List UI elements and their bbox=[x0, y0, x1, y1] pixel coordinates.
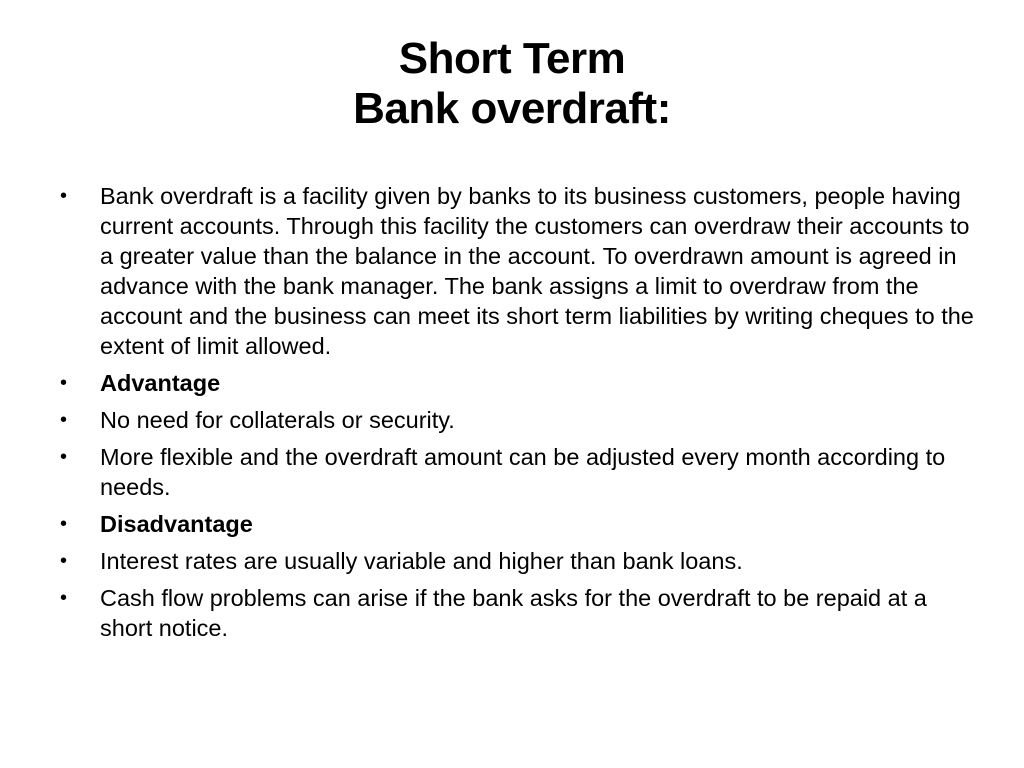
title-line-1: Short Term bbox=[398, 34, 626, 83]
bullet-icon: • bbox=[60, 587, 68, 609]
bullet-icon: • bbox=[60, 513, 68, 535]
bullet-text: Cash flow problems can arise if the bank asks for the overdraft to be repaid at a short notice. bbox=[100, 585, 927, 641]
bullet-text: No need for collaterals or security. bbox=[100, 407, 455, 433]
bullet-item-disadvantage-1 bbox=[58, 546, 978, 576]
slide-title bbox=[0, 34, 1024, 134]
bullet-item-advantage-heading bbox=[58, 368, 978, 398]
bullet-text: Advantage bbox=[100, 370, 221, 396]
bullet-item-disadvantage-2 bbox=[58, 583, 978, 643]
title-line-2: Bank overdraft: bbox=[353, 84, 671, 133]
bullet-item-disadvantage-heading bbox=[58, 509, 978, 539]
bullet-list bbox=[58, 181, 978, 650]
bullet-text: Interest rates are usually variable and higher than bank loans. bbox=[100, 548, 743, 574]
bullet-icon: • bbox=[60, 446, 68, 468]
bullet-icon: • bbox=[60, 409, 68, 431]
bullet-icon: • bbox=[60, 372, 68, 394]
bullet-item-definition bbox=[58, 181, 978, 361]
bullet-item-advantage-1 bbox=[58, 405, 978, 435]
bullet-text: Disadvantage bbox=[100, 511, 253, 537]
bullet-item-advantage-2 bbox=[58, 442, 978, 502]
bullet-icon: • bbox=[60, 185, 68, 207]
bullet-text: More flexible and the overdraft amount can be adjusted every month according to needs. bbox=[100, 444, 946, 500]
bullet-icon: • bbox=[60, 550, 68, 572]
bullet-text: Bank overdraft is a facility given by banks to its business customers, people having current accounts. Through this facility the customers can overdraw their accounts to a greater value than the balance in the account. To overdrawn amount is agreed in advance with the bank manager. The bank assigns a limit to overdraw from the account and the business can meet its short term liabilities by writing cheques to the extent of limit allowed. bbox=[100, 183, 974, 359]
